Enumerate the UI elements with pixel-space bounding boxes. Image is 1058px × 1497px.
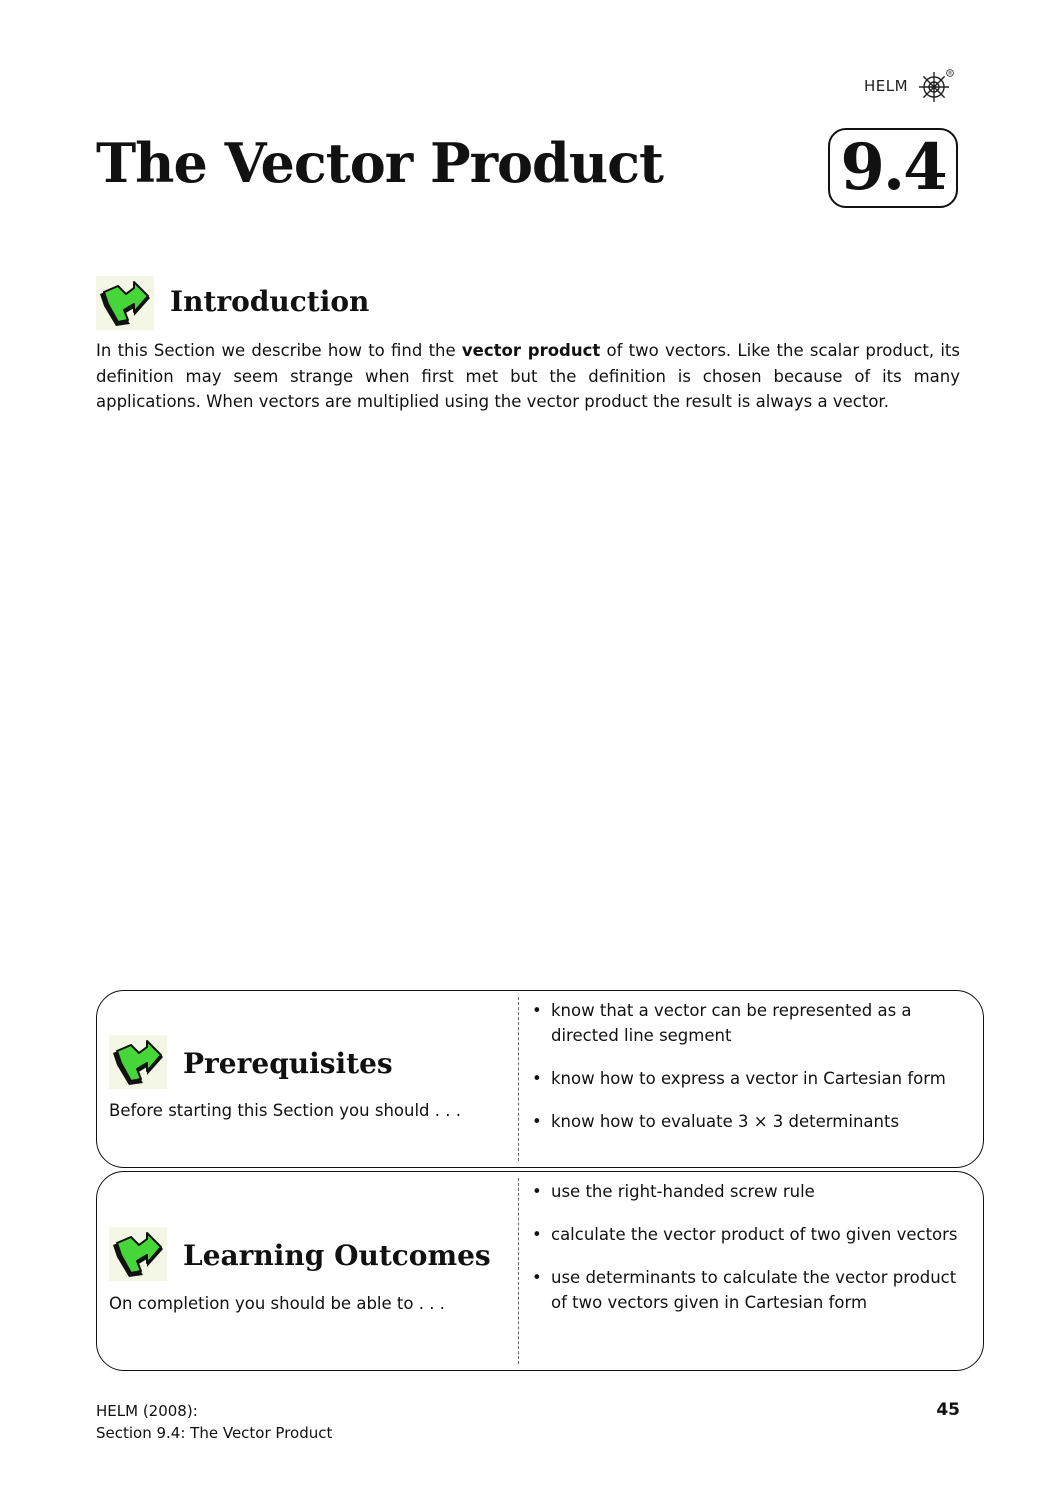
box-divider [518,1178,519,1364]
list-item: • calculate the vector product of two given vectors [529,1222,969,1247]
page-number: 45 [936,1400,960,1420]
helm-logo [864,66,960,106]
prerequisites-heading: Prerequisites [183,1047,393,1080]
prerequisites-subtitle: Before starting this Section you should . . . [109,1101,461,1120]
list-item: • use determinants to calculate the vector product of two vectors given in Cartesian form [529,1265,969,1315]
vector-product-term: vector product [461,341,601,360]
footer-line-1: HELM (2008): [96,1402,198,1420]
learning-outcomes-list [529,1179,969,1315]
list-item: • know that a vector can be represented as a directed line segment [529,998,969,1048]
learning-outcomes-heading: Learning Outcomes [183,1239,491,1272]
green-arrow-icon [109,1227,167,1281]
box-divider [518,997,519,1161]
introduction-text: In this Section we describe how to find the vector product of two vectors. Like the scalar product, its definition may seem strange when first met but the definition is chosen because of its many applications. When vectors are multiplied using the vector product the result is always a vector. [96,341,960,411]
list-item: • use the right-handed screw rule [529,1179,969,1204]
introduction-heading: Introduction [170,285,370,318]
logo-text: HELM [864,77,909,95]
section-number: 9.4 [840,130,946,205]
learning-outcomes-subtitle: On completion you should be able to . . . [109,1294,445,1313]
prerequisites-box [96,990,984,1168]
prerequisites-list [529,998,969,1134]
learning-outcomes-box [96,1171,984,1371]
list-item: • know how to evaluate 3 × 3 determinants [529,1109,969,1134]
section-number-box [828,128,958,208]
registered-mark: ® [947,71,953,77]
list-item: • know how to express a vector in Cartesian form [529,1066,969,1091]
footer-citation [96,1400,332,1444]
green-arrow-icon [109,1035,167,1089]
green-arrow-icon [96,276,154,330]
ship-wheel-icon [918,68,954,104]
footer-line-2: Section 9.4: The Vector Product [96,1424,333,1442]
page-title: The Vector Product [96,131,663,195]
